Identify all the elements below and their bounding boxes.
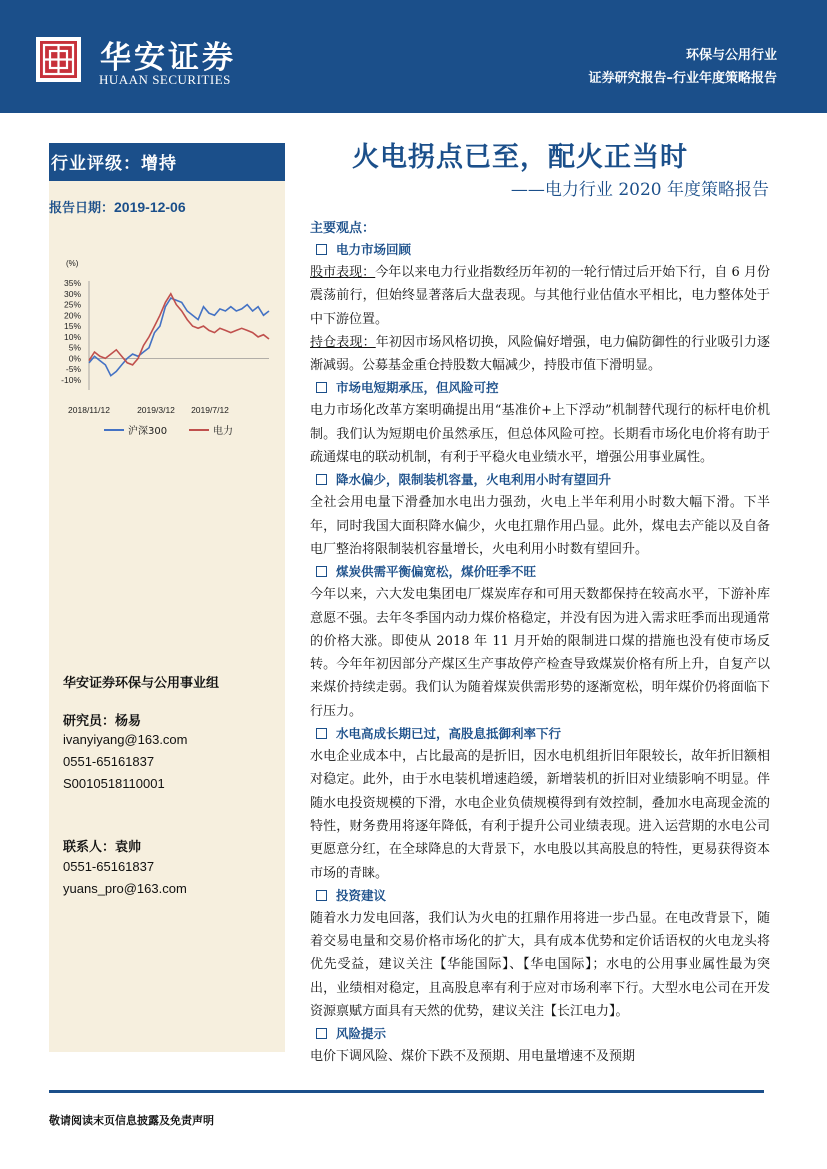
paragraph-text: 随着水力发电回落，我们认为火电的扛鼎作用将进一步凸显。在电改背景下，随着交易电量和交易价格市场化的扩大，具有成本优势和定价话语权的火电龙头将优先受益，建议关注【华能国际】、【华电国际】；水电的公用事业属性最为突出，业绩相对稳定，且高股息率有利于应对市场利率下行。大型水电公司在开发资源禀赋方面具有天然的优势，建议关注【长江电力】。 — [310, 910, 770, 1020]
price-performance-chart — [49, 250, 285, 450]
paragraph-text: 电力市场化改革方案明确提出用“基准价+上下浮动”机制替代现行的标杆电价机制。我们认为短期电价虽然承压，但总体风险可控。长期看市场化电价将有助于疏通煤电的联动机制，有利于平稳火电业绩水平，增强公用事业属性。 — [310, 403, 770, 466]
y-tick-label: 5% — [68, 342, 81, 353]
brand-name-cn: 华安证券 — [100, 40, 236, 76]
industry-label: 环保与公用行业 — [685, 48, 777, 63]
section-heading — [310, 723, 770, 745]
paragraph-text: 全社会用电量下滑叠加水电出力强劲，火电上半年利用小时数大幅下滑。下半年，同时我国大面积降水偏少，火电扛鼎作用凸显。此外，煤电去产能以及自备电厂整治将限制装机容量增长，火电利用小时数有望回升。 — [310, 495, 770, 557]
section-heading — [310, 885, 770, 907]
section-heading — [310, 377, 770, 399]
industry-rating: 行业评级：增持 — [49, 143, 285, 181]
section-heading-text: 水电高成长期已过，高股息抵御利率下行 — [336, 726, 562, 742]
y-tick-label: 10% — [63, 331, 81, 342]
section-heading-text: 煤炭供需平衡偏宽松，煤价旺季不旺 — [336, 564, 537, 580]
x-tick-label: 2019/3/12 — [137, 405, 175, 415]
x-tick-label: 2018/11/12 — [68, 405, 110, 415]
report-date-value: 2019-12-06 — [114, 199, 186, 215]
series-line — [89, 298, 269, 376]
report-title: 火电拐点已至，配火正当时 — [352, 142, 688, 173]
main-viewpoints-heading: 主要观点： — [310, 221, 376, 236]
analyst-label: 研究员：杨易 — [63, 714, 142, 729]
section-heading-text: 风险提示 — [336, 1026, 387, 1042]
y-tick-label: 0% — [68, 353, 81, 364]
checkbox-bullet-icon — [316, 244, 327, 255]
section-heading — [310, 1023, 770, 1045]
paragraph-text: 年初因市场风格切换，风险偏好增强，电力偏防御性的行业吸引力逐渐减弱。公募基金重仓持股数大幅减少，持股市值下滑明显。 — [310, 334, 770, 374]
report-date-label: 报告日期： — [49, 201, 115, 216]
y-tick-label: 15% — [63, 321, 81, 332]
y-tick-label: 20% — [63, 310, 81, 321]
contact-phone: 0551-65161837 — [63, 859, 155, 874]
main-content — [310, 219, 770, 1069]
section-heading-text: 电力市场回顾 — [336, 242, 412, 257]
analyst-cert: S0010518110001 — [63, 776, 165, 791]
paragraph-lead: 股市表现： — [310, 265, 376, 280]
checkbox-bullet-icon — [316, 1028, 327, 1039]
y-tick-label: 25% — [63, 299, 81, 310]
section-paragraph — [310, 399, 770, 469]
section-paragraph — [310, 745, 770, 885]
section-heading — [310, 469, 770, 491]
section-heading — [310, 239, 770, 261]
paragraph-text: 电价下调风险、煤价下跌不及预期、用电量增速不及预期 — [310, 1049, 636, 1065]
x-tick-label: 2019/7/12 — [191, 405, 229, 415]
section-paragraph — [310, 261, 770, 331]
report-subtitle: ——电力行业 2020 年度策略报告 — [510, 180, 769, 200]
paragraph-text: 水电企业成本中，占比最高的是折旧，因水电机组折旧年限较长，故年折旧额相对稳定。此外，由于水电装机增速趋缓，新增装机的折旧对业绩影响不明显。伴随水电投资规模的下滑，水电企业负债规模得到有效控制，叠加水电高现金流的特性，财务费用将逐年降低，有利于提升公司业绩表现。进入运营期的水电公司更愿意分红，在全球降息的大背景下，水电股以其高股息的特性，更易获得资本市场的青睐。 — [310, 749, 770, 881]
series-line — [89, 294, 269, 365]
checkbox-bullet-icon — [316, 474, 327, 485]
report-type-label: 证券研究报告–行业年度策略报告 — [588, 71, 777, 86]
paragraph-text: 今年以来电力行业指数经历年初的一轮行情过后开始下行，自 6 月份震荡前行，但始终显著落后大盘表现。与其他行业估值水平相比，电力整体处于中下游位置。 — [310, 265, 770, 327]
disclaimer-note: 敬请阅读末页信息披露及免责声明 — [49, 1114, 214, 1127]
contact-label: 联系人：袁帅 — [63, 840, 142, 855]
section-paragraph — [310, 331, 770, 378]
section-paragraph — [310, 1045, 770, 1068]
huaan-logo-icon — [40, 41, 77, 78]
checkbox-bullet-icon — [316, 728, 327, 739]
brand-name-en: HUAAN SECURITIES — [99, 72, 231, 87]
section-paragraph — [310, 907, 770, 1023]
contact-email: yuans_pro@163.com — [63, 881, 187, 896]
legend-label: 电力 — [213, 426, 233, 437]
section-heading-text: 降水偏少，限制装机容量，火电利用小时有望回升 — [336, 472, 612, 488]
section-heading-text: 市场电短期承压，但风险可控 — [336, 380, 499, 396]
checkbox-bullet-icon — [316, 382, 327, 393]
y-tick-label: 35% — [63, 278, 81, 288]
analyst-phone: 0551-65161837 — [63, 754, 155, 769]
checkbox-bullet-icon — [316, 890, 327, 901]
y-tick-label: -10% — [61, 375, 81, 385]
section-heading-text: 投资建议 — [336, 887, 387, 903]
section-heading — [310, 561, 770, 583]
y-axis-unit-label: (%) — [66, 259, 79, 268]
footer-divider — [49, 1090, 764, 1093]
y-tick-label: -5% — [65, 364, 81, 375]
team-name: 华安证券环保与公用事业组 — [63, 676, 220, 691]
paragraph-lead: 持仓表现： — [310, 334, 376, 350]
legend-label: 沪深300 — [128, 426, 168, 437]
section-paragraph — [310, 583, 770, 723]
paragraph-text: 今年以来，六大发电集团电厂煤炭库存和可用天数都保持在较高水平，下游补库意愿不强。去年冬季国内动力煤价格稳定，并没有因为进入需求旺季而出现通常的价格大涨。即使从 2018 年 11 月开始的限制进口煤的措施也没有使市场反转。今年年初因部分产煤区生产事故停产检查导致煤炭价格有所上升，自复产以来煤价持续走弱。我们认为随着煤炭供需形势的逐渐宽松，明年煤价仍将面临下行压力。 — [310, 587, 770, 719]
section-paragraph — [310, 491, 770, 561]
y-tick-label: 30% — [63, 288, 81, 299]
analyst-email: ivanyiyang@163.com — [63, 732, 188, 747]
report-date — [49, 197, 186, 216]
checkbox-bullet-icon — [316, 566, 327, 577]
